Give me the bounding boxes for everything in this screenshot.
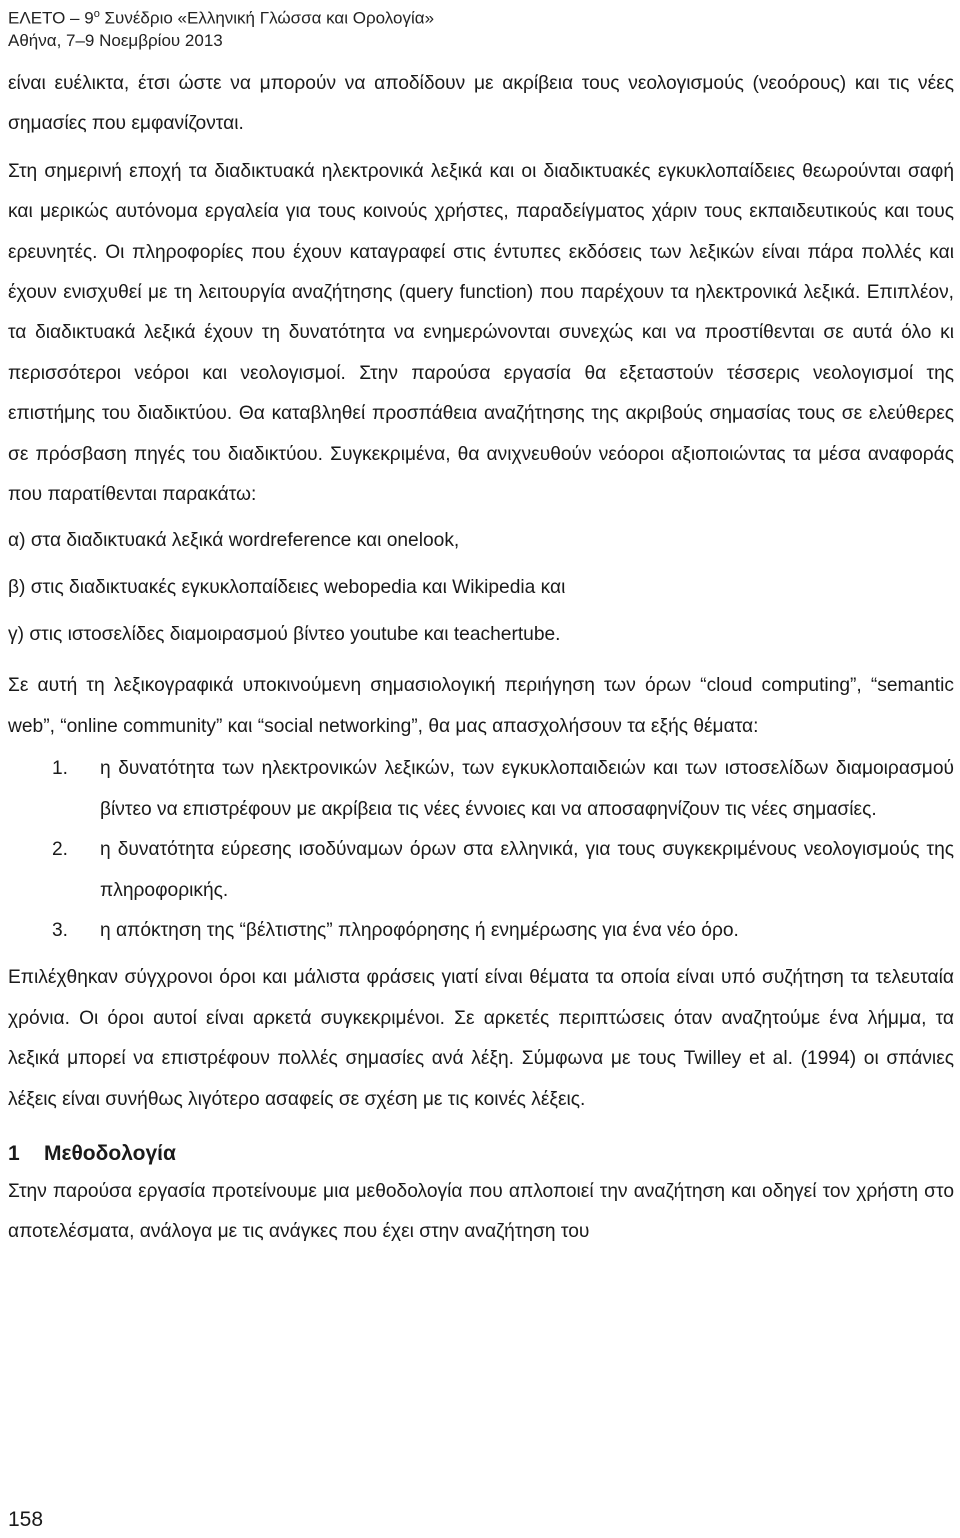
page-number: 158: [8, 1508, 44, 1531]
running-header: [8, 3, 434, 52]
section-heading: [8, 1140, 954, 1168]
topics-numbered-list: [8, 749, 954, 951]
header-date-location: Αθήνα, 7–9 Νοεμβρίου 2013: [8, 30, 223, 50]
numbered-item-2-text: η δυνατότητα εύρεσης ισοδύναμων όρων στα ελληνικά, για τους συγκεκριμένους νεολογισμούς της πληροφορικής.: [100, 839, 954, 901]
numbered-item-3-text: η απόκτηση της “βέλτιστης” πληροφόρησης ή ενημέρωσης για ένα νέο όρο.: [100, 919, 739, 941]
paragraph-2: Στη σημερινή εποχή τα διαδικτυακά ηλεκτρονικά λεξικά και οι διαδικτυακές εγκυκλοπαίδειες θεωρούνται σαφή και μερικώς αυτόνομα εργαλεία για τους κοινούς χρήστες, παραδείγματος χάριν τους εκπαιδευτικούς και τους ερευνητές. Οι πληροφορίες που έχουν καταγραφεί στις έντυπες εκδόσεις των λεξικών είναι πάρα πολλές και έχουν ενισχυθεί με τη λειτουργία αναζήτησης (query function) που παρέχουν τα ηλεκτρονικά λεξικά. Επιπλέον, τα διαδικτυακά λεξικά έχουν τη δυνατότητα να ενημερώνονται συνεχώς και να προστίθενται σε αυτά όλο κι περισσότεροι νεόροι και νεολογισμοί. Στην παρούσα εργασία θα εξεταστούν τέσσερις νεολογισμοί της επιστήμης του διαδικτύου. Θα καταβληθεί προσπάθεια αναζήτησης της ακριβούς σημασίας τους σε ελεύθερες σε πρόσβαση πηγές του διαδικτύου. Συγκεκριμένα, θα ανιχνευθούν νεόοροι αξιοποιώντας τα μέσα αναφοράς που παρατίθενται παρακάτω:: [8, 160, 954, 506]
list-item-b: β) στις διαδικτυακές εγκυκλοπαίδειες webopedia και Wikipedia και: [8, 577, 566, 599]
header-conference: ΕΛΕΤΟ – $9^o$ Συνέδριο «Ελληνική Γλώσσα και Ορολογία»: [8, 8, 435, 28]
list-item-a: α) στα διαδικτυακά λεξικά wordreference και onelook,: [8, 530, 460, 552]
numbered-item-1-text: η δυνατότητα των ηλεκτρονικών λεξικών, των εγκυκλοπαιδειών και των ιστοσελίδων διαμοιρασμού βίντεο να επιστρέφουν με ακρίβεια τις νέες έννοιες και να αποσαφηνίζουν τις νέες σημασίες.: [100, 758, 954, 820]
list-item-c: γ) στις ιστοσελίδες διαμοιρασμού βίντεο youtube και teachertube.: [8, 624, 561, 646]
paragraph-1: είναι ευέλικτα, έτσι ώστε να μπορούν να αποδίδουν με ακρίβεια τους νεολογισμούς (νεοόρους) και τις νέες σημασίες που εμφανίζονται.: [8, 73, 954, 135]
numbered-item-2: [8, 830, 954, 911]
numbered-item-1: [8, 749, 954, 830]
paragraph-5: Στην παρούσα εργασία προτείνουμε μια μεθοδολογία που απλοποιεί την αναζήτηση και οδηγεί τον χρήστη στο αποτελέσματα, ανάλογα με τις ανάγκες που έχει στην αναζήτηση του: [8, 1180, 954, 1243]
numbered-item-3-number: 3.: [52, 919, 69, 941]
numbered-item-2-number: 2.: [52, 839, 69, 861]
paragraph-3: Σε αυτή τη λεξικογραφικά υποκινούμενη σημασιολογική περιήγηση των όρων “cloud computing”, “semantic web”, “online community” και “social networking”, θα μας απασχολήσουν τα εξής θέματα:: [8, 675, 954, 737]
section-title: Μεθοδολογία: [44, 1141, 176, 1165]
section-number: 1: [8, 1141, 20, 1165]
numbered-item-3: [8, 911, 954, 951]
paragraph-4: Επιλέχθηκαν σύγχρονοι όροι και μάλιστα φράσεις γιατί είναι θέματα τα οποία είναι υπό συζήτηση τα τελευταία χρόνια. Οι όροι αυτοί είναι αρκετά συγκεκριμένοι. Σε αρκετές περιπτώσεις όταν αναζητούμε ένα λήμμα, τα λεξικά μπορεί να επιστρέφουν πολλές σημασίες ανά λέξη. Σύμφωνα με τους Twilley et al. (1994) οι σπάνιες λέξεις είναι συνήθως λιγότερο ασαφείς σε σχέση με τις κοινές λέξεις.: [8, 967, 954, 1110]
reference-sources-list: [8, 517, 954, 658]
numbered-item-1-number: 1.: [52, 758, 69, 780]
body-text: [8, 64, 954, 1253]
